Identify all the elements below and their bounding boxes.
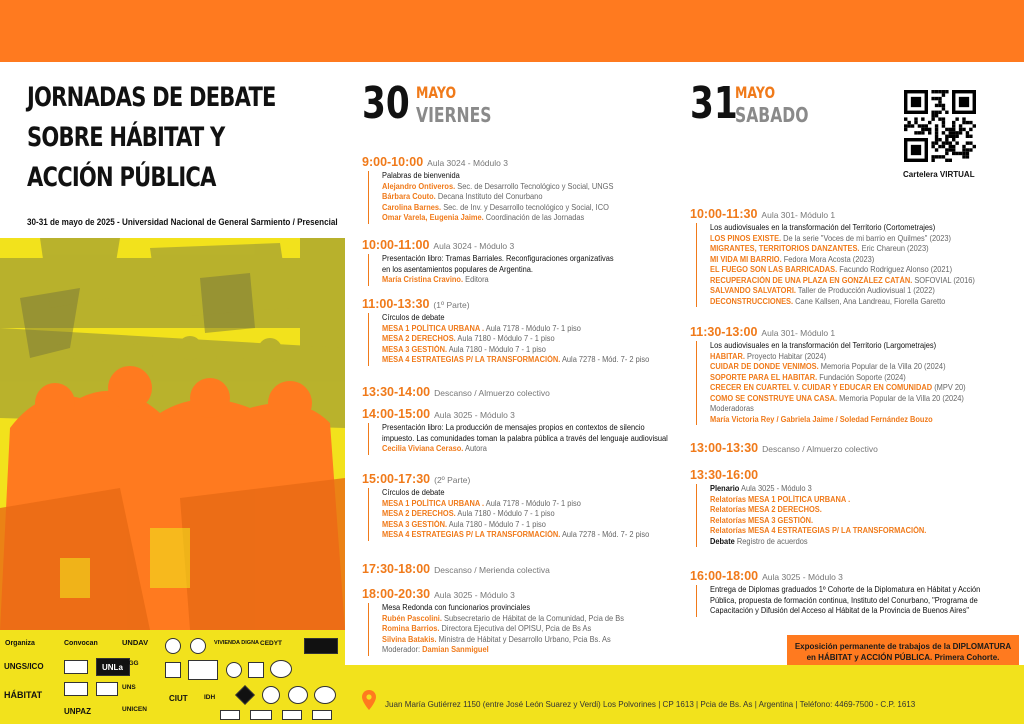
slot-line: Romina Barrios. Directora Ejecutiva del OPISU, Pcia de Bs As bbox=[382, 624, 592, 633]
schedule-slot bbox=[362, 297, 669, 366]
day2-month-block bbox=[735, 85, 829, 125]
slot-time: 13:30-14:00 Descanso / Almuerzo colectivo bbox=[362, 385, 550, 399]
slot-room: Aula 3024 - Módulo 3 bbox=[427, 158, 508, 168]
day1-month: MAYO bbox=[416, 83, 457, 102]
logo-small-1 bbox=[220, 710, 240, 720]
schedule-slot bbox=[362, 562, 550, 576]
slot-time: 11:30-13:00 Aula 301- Módulo 1 bbox=[690, 325, 836, 339]
location-pin-icon bbox=[362, 690, 376, 710]
logo-small-4 bbox=[312, 710, 332, 720]
qr-label: Cartelera VIRTUAL bbox=[903, 170, 975, 179]
logo-text-1 bbox=[306, 660, 336, 676]
slot-time: 9:00-10:00 Aula 3024 - Módulo 3 bbox=[362, 155, 508, 169]
day2-number: 31 bbox=[690, 78, 738, 129]
schedule-slot bbox=[690, 325, 985, 425]
slot-room: Aula 301- Módulo 1 bbox=[761, 328, 836, 338]
slot-line: en los asentamientos populares de Argentina. bbox=[382, 264, 533, 274]
slot-line: SALVANDO SALVATORI. Taller de Producción Audiovisual 1 (2022) bbox=[710, 286, 935, 295]
schedule-slot bbox=[362, 587, 642, 656]
slot-line: RECUPERACIÓN DE UNA PLAZA EN GONZÁLEZ CATÁN. SOFOVIAL (2016) bbox=[710, 275, 975, 285]
title-line-2: SOBRE HÁBITAT Y bbox=[27, 122, 225, 153]
convocan-label: Convocan bbox=[64, 640, 98, 647]
schedule-slot bbox=[362, 155, 631, 224]
ungs-logo: UNGS/ICO bbox=[4, 662, 44, 671]
slot-line: Pública, propuesta de formación continua, Instituto del Conurbano, "Programa de bbox=[710, 595, 978, 605]
slot-line: Mesa Redonda con funcionarios provinciales bbox=[382, 603, 531, 612]
slot-line: Presentación libro: Tramas Barriales. Reconfiguraciones organizativas bbox=[382, 254, 614, 263]
day1-month-block bbox=[416, 85, 513, 125]
slot-line: Carolina Barnes. Sec. de Inv. y Desarrollo tecnológico y Social, ICO bbox=[382, 202, 609, 212]
slot-room: Aula 301- Módulo 1 bbox=[761, 210, 836, 220]
logo-round-6 bbox=[288, 686, 308, 704]
protest-photo bbox=[0, 238, 345, 630]
schedule-slot bbox=[362, 472, 669, 541]
day2-weekday: SABADO bbox=[735, 103, 809, 127]
slot-room: Descanso / Almuerzo colectivo bbox=[762, 444, 878, 454]
slot-time: 10:00-11:30 Aula 301- Módulo 1 bbox=[690, 207, 836, 221]
day1-number: 30 bbox=[362, 78, 410, 129]
logo-round-1 bbox=[165, 638, 181, 654]
logo-round-4 bbox=[270, 660, 292, 678]
slot-line: Omar Varela, Eugenia Jaime. Coordinación de las Jornadas bbox=[382, 213, 585, 222]
exposition-line-1: Exposición permanente de trabajos de la DIPLOMATURA bbox=[794, 642, 1012, 651]
slot-line: Los audiovisuales en la transformación del Territorio (Largometrajes) bbox=[710, 341, 937, 350]
vivienda-digna-logo: VIVIENDA DIGNA bbox=[214, 640, 260, 646]
slot-details bbox=[696, 585, 1001, 617]
slot-line: Relatorías MESA 4 ESTRATEGIAS P/ LA TRANSFORMACIÓN. bbox=[710, 526, 927, 535]
slot-line: DECONSTRUCCIONES. Cane Kallsen, Ana Landreau, Fiorella Garetto bbox=[710, 296, 946, 306]
day1-weekday: VIERNES bbox=[416, 103, 492, 127]
slot-line: Silvina Batakis. Ministra de Hábitat y Desarrollo Urbano, Pcia Bs. As bbox=[382, 634, 611, 644]
slot-details bbox=[368, 171, 631, 224]
slot-details bbox=[696, 341, 985, 425]
ciut-logo: CIUT bbox=[169, 694, 188, 703]
logo-square-1 bbox=[64, 660, 88, 674]
slot-line: MESA 2 DERECHOS. Aula 7180 - Módulo 7 - 1 piso bbox=[382, 334, 555, 343]
logo-dark-1 bbox=[304, 638, 338, 654]
sponsor-logos-area bbox=[0, 630, 345, 724]
slot-time: 17:30-18:00 Descanso / Merienda colectiva bbox=[362, 562, 550, 576]
slot-line: Bárbara Couto. Decana Instituto del Conurbano bbox=[382, 192, 543, 201]
slot-line: Moderador: Damian Sanmiguel bbox=[382, 645, 489, 654]
slot-room: (1º Parte) bbox=[433, 300, 470, 310]
slot-room: Aula 3025 - Módulo 3 bbox=[434, 590, 515, 600]
slot-line: Relatorías MESA 2 DERECHOS. bbox=[710, 505, 822, 514]
slot-line: HABITAR. Proyecto Habitar (2024) bbox=[710, 351, 827, 361]
slot-room: Aula 3025 - Módulo 3 bbox=[762, 572, 843, 582]
slot-line: MESA 1 POLÍTICA URBANA . Aula 7178 - Módulo 7- 1 piso bbox=[382, 323, 581, 333]
slot-time: 13:30-16:00 bbox=[690, 468, 759, 482]
irgg-logo: IRGG bbox=[122, 660, 139, 667]
slot-line: MESA 2 DERECHOS. Aula 7180 - Módulo 7 - 1 piso bbox=[382, 509, 555, 518]
unla-logo: UNLa bbox=[96, 658, 130, 676]
slot-line: CUIDAR DE DONDE VENIMOS. Memoria Popular de la Villa 20 (2024) bbox=[710, 362, 946, 371]
slot-line: CRECER EN CUARTEL V. CUIDAR Y EDUCAR EN COMUNIDAD (MPV 20) bbox=[710, 383, 966, 392]
slot-line: MIGRANTES, TERRITORIOS DANZANTES. Eric Chareun (2023) bbox=[710, 244, 929, 253]
organiza-label: Organiza bbox=[5, 640, 35, 647]
slot-line: Rubén Pascolini. Subsecretario de Hábitat de la Comunidad, Pcia de Bs bbox=[382, 613, 624, 623]
slot-time: 13:00-13:30 Descanso / Almuerzo colectivo bbox=[690, 441, 878, 455]
qr-code[interactable] bbox=[904, 90, 976, 162]
schedule-slot bbox=[362, 238, 631, 286]
protest-photo-graphic bbox=[0, 238, 345, 630]
slot-line: Presentación libro: La producción de mensajes propios en contextos de silencio bbox=[382, 423, 645, 432]
slot-line: María Victoria Rey / Gabriela Jaime / Soledad Fernández Bouzo bbox=[710, 414, 933, 424]
slot-line: Círculos de debate bbox=[382, 313, 445, 322]
day1-header bbox=[362, 78, 423, 129]
slot-line: María Cristina Cravino. Editora bbox=[382, 275, 489, 284]
logo-square-6 bbox=[248, 662, 264, 678]
schedule-slot bbox=[362, 385, 550, 399]
slot-room: Descanso / Almuerzo colectivo bbox=[434, 388, 550, 398]
slot-room: (2º Parte) bbox=[434, 475, 471, 485]
slot-room: Aula 3025 - Módulo 3 bbox=[434, 410, 515, 420]
slot-line: Debate Registro de acuerdos bbox=[710, 536, 808, 546]
schedule-slot bbox=[362, 407, 689, 455]
unicen-logo: UNICEN bbox=[122, 706, 147, 713]
slot-line: impuesto. Las comunidades toman la palabra pública a través del lenguaje audiovisual bbox=[382, 433, 668, 443]
slot-details bbox=[696, 484, 943, 547]
logo-round-3 bbox=[226, 662, 242, 678]
schedule-slot bbox=[690, 468, 943, 547]
slot-line: COMO SE CONSTRUYE UNA CASA. Memoria Popular de la Villa 20 (2024) bbox=[710, 393, 964, 403]
slot-details bbox=[368, 423, 689, 455]
slot-line: Los audiovisuales en la transformación del Territorio (Cortometrajes) bbox=[710, 223, 936, 232]
logo-small-2 bbox=[250, 710, 272, 720]
logo-round-2 bbox=[190, 638, 206, 654]
day2-month: MAYO bbox=[735, 83, 776, 102]
top-orange-band bbox=[0, 0, 1024, 62]
slot-line: EL FUEGO SON LAS BARRICADAS. Facundo Rodriguez Alonso (2021) bbox=[710, 265, 953, 274]
slot-time: 11:00-13:30 (1º Parte) bbox=[362, 297, 470, 311]
logo-diamond bbox=[235, 685, 255, 705]
slot-line: Palabras de bienvenida bbox=[382, 171, 460, 180]
slot-line: MESA 1 POLÍTICA URBANA . Aula 7178 - Módulo 7- 1 piso bbox=[382, 498, 581, 508]
slot-line: MESA 4 ESTRATEGIAS P/ LA TRANSFORMACIÓN. Aula 7278 - Mód. 7- 2 piso bbox=[382, 530, 650, 539]
idh-logo: IDH bbox=[204, 694, 216, 701]
schedule-slot bbox=[690, 569, 1001, 617]
schedule-slot bbox=[690, 441, 878, 455]
qr-code-graphic bbox=[904, 90, 976, 162]
footer-bar bbox=[345, 665, 1024, 724]
venue-address: Juan María Gutiérrez 1150 (entre José León Suarez y Verdi) Los Polvorines | CP 1613 | Pcia de Bs. As | Argentina | Teléfono: 4469-7500 - C.P. 1613 bbox=[385, 699, 916, 709]
slot-line: MESA 3 GESTIÓN. Aula 7180 - Módulo 7 - 1 piso bbox=[382, 519, 546, 529]
slot-time: 15:00-17:30 (2º Parte) bbox=[362, 472, 471, 486]
slot-room: Descanso / Merienda colectiva bbox=[434, 565, 550, 575]
slot-time: 10:00-11:00 Aula 3024 - Módulo 3 bbox=[362, 238, 515, 252]
slot-line: LOS PINOS EXISTE. De la serie "Voces de mi barrio en Quilmes" (2023) bbox=[710, 233, 951, 243]
logo-square-3 bbox=[96, 682, 118, 696]
logo-round-5 bbox=[262, 686, 280, 704]
logo-square-5 bbox=[188, 660, 218, 680]
logo-square-2 bbox=[64, 682, 88, 696]
habitat-logo: HÁBITAT bbox=[4, 690, 43, 700]
slot-line: Relatorías MESA 3 GESTIÓN. bbox=[710, 515, 814, 525]
slot-details bbox=[368, 254, 631, 286]
slot-line: Círculos de debate bbox=[382, 488, 445, 497]
logo-small-3 bbox=[282, 710, 302, 720]
logo-square-4 bbox=[165, 662, 181, 678]
unpaz-logo: UNPAZ bbox=[64, 707, 91, 716]
slot-room: Aula 3024 - Módulo 3 bbox=[433, 241, 515, 251]
slot-line: Moderadoras bbox=[710, 404, 754, 413]
slot-line: Alejandro Ontiveros. Sec. de Desarrollo Tecnológico y Social, UNGS bbox=[382, 181, 614, 191]
slot-time: 14:00-15:00 Aula 3025 - Módulo 3 bbox=[362, 407, 515, 421]
schedule-slot bbox=[690, 207, 995, 307]
page-title bbox=[27, 84, 346, 191]
title-line-3: ACCIÓN PÚBLICA bbox=[27, 162, 216, 193]
slot-details bbox=[368, 313, 669, 366]
slot-line: Entrega de Diplomas graduados 1º Cohorte de la Diplomatura en Hábitat y Acción bbox=[710, 585, 981, 594]
cedyt-logo: CEDYT bbox=[260, 640, 283, 647]
slot-details bbox=[368, 603, 642, 656]
exposition-line-2: en HÁBITAT y ACCIÓN PÚBLICA. Primera Cohorte. bbox=[806, 653, 1000, 662]
slot-details bbox=[696, 223, 995, 307]
title-line-1: JORNADAS DE DEBATE bbox=[27, 82, 276, 113]
undav-logo: UNDAV bbox=[122, 638, 149, 647]
slot-line: MI VIDA MI BARRIO. Fedora Mora Acosta (2023) bbox=[710, 254, 875, 264]
uns-logo: UNS bbox=[122, 684, 136, 691]
slot-line: MESA 4 ESTRATEGIAS P/ LA TRANSFORMACIÓN. Aula 7278 - Mód. 7- 2 piso bbox=[382, 355, 650, 364]
slot-details bbox=[368, 488, 669, 541]
slot-line: Plenario Aula 3025 - Módulo 3 bbox=[710, 484, 812, 493]
slot-time: 16:00-18:00 Aula 3025 - Módulo 3 bbox=[690, 569, 843, 583]
slot-line: MESA 3 GESTIÓN. Aula 7180 - Módulo 7 - 1 piso bbox=[382, 344, 546, 354]
slot-line: Relatorías MESA 1 POLÍTICA URBANA . bbox=[710, 494, 851, 504]
slot-time: 18:00-20:30 Aula 3025 - Módulo 3 bbox=[362, 587, 515, 601]
event-subtitle: 30-31 de mayo de 2025 - Universidad Nacional de General Sarmiento / Presencial bbox=[27, 217, 338, 227]
slot-line: Capacitación y Difusión del Acceso al Hábitat de la Provincia de Buenos Aires" bbox=[710, 606, 970, 615]
slot-line: Cecilia Viviana Ceraso. Autora bbox=[382, 444, 487, 453]
logo-round-7 bbox=[314, 686, 336, 704]
slot-line: SOPORTE PARA EL HABITAR. Fundación Soporte (2024) bbox=[710, 372, 906, 382]
